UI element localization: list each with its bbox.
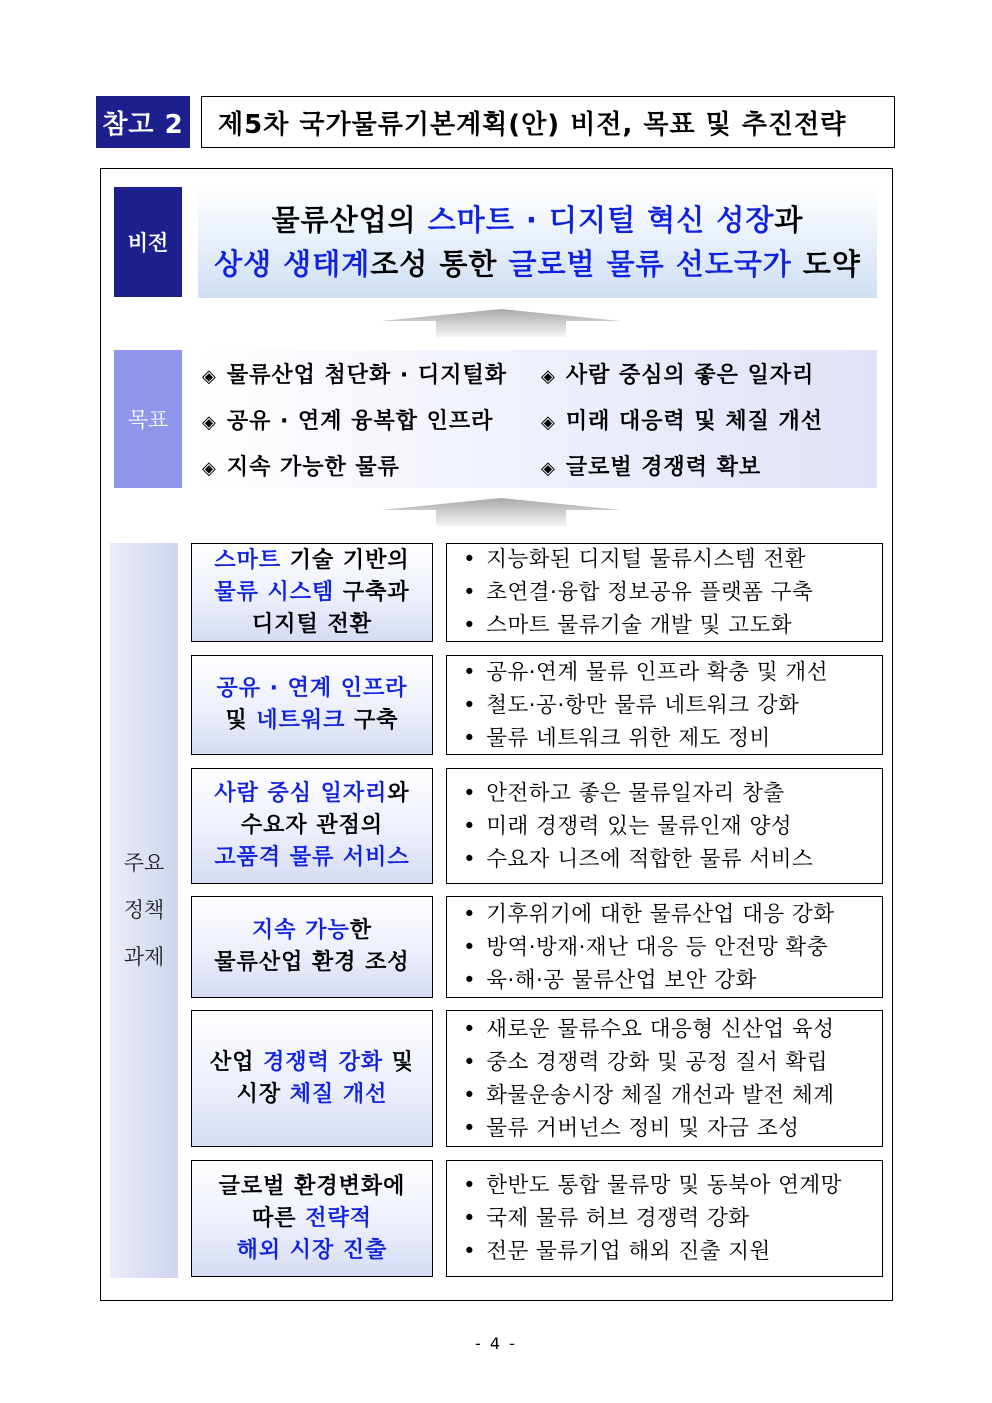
- text-segment: 미래 경쟁력 있는 물류인재 양성: [486, 813, 793, 839]
- goal-label: 목표: [114, 350, 182, 488]
- bullet-icon: •: [463, 659, 477, 685]
- text-segment: 주요: [123, 851, 165, 875]
- text-line: [252, 609, 372, 641]
- vision-text: 도약: [791, 247, 861, 281]
- bullet-icon: •: [463, 813, 477, 839]
- text-segment: 물류 시스템: [214, 579, 335, 605]
- bullet-icon: •: [463, 780, 477, 806]
- page-number: - 4 -: [475, 1334, 517, 1353]
- bullet-icon: •: [463, 692, 477, 718]
- text-line: [214, 545, 409, 577]
- text-segment: 화물운송시장 체질 개선과 발전 체계: [486, 1082, 835, 1108]
- vision-text: 물류산업의: [271, 203, 428, 237]
- goal-item: [202, 450, 400, 481]
- text-segment: 전략적: [305, 1205, 372, 1231]
- text-segment: 사람 중심의 좋은 일자리: [565, 363, 815, 388]
- text-segment: 체질 개선: [289, 1081, 388, 1107]
- vision-line-2: [214, 242, 861, 286]
- text-segment: 지능화된 디지털 물류시스템 전환: [486, 547, 806, 572]
- bullet-icon: •: [463, 967, 477, 993]
- text-line: [216, 673, 407, 705]
- detail-item: [463, 1169, 882, 1202]
- goal-list: [198, 350, 877, 488]
- bullet-icon: •: [463, 901, 477, 927]
- detail-item: [463, 964, 882, 997]
- text-segment: 방역·방재·재난 대응 등 안전망 확충: [486, 934, 828, 960]
- text-segment: 한: [349, 918, 372, 943]
- vision-statement: [198, 186, 877, 298]
- text-segment: 한반도 통합 물류망 및 동북아 연계망: [486, 1173, 842, 1198]
- text-line: [237, 1235, 388, 1267]
- bullet-icon: •: [463, 1049, 477, 1075]
- text-line: [381, 496, 621, 526]
- text-segment: 및: [383, 1049, 414, 1075]
- policy-task-details: [446, 1010, 883, 1147]
- text-segment: 국제 물류 허브 경쟁력 강화: [486, 1206, 750, 1231]
- text-segment: 구축: [345, 708, 399, 733]
- detail-item: [463, 843, 882, 876]
- detail-item: [463, 777, 882, 810]
- text-segment: 해외 시장 진출: [236, 1237, 388, 1263]
- text-line: [252, 915, 372, 947]
- diamond-bullet-icon: ◈: [541, 412, 556, 433]
- up-arrow-icon: [381, 496, 621, 522]
- bullet-icon: •: [463, 1206, 477, 1231]
- bullet-icon: •: [463, 934, 477, 960]
- text-line: [237, 1079, 388, 1111]
- detail-item: [463, 1202, 882, 1235]
- text-line: [214, 577, 409, 609]
- text-segment: 스마트: [214, 547, 282, 573]
- diamond-bullet-icon: ◈: [541, 458, 556, 479]
- text-line: [214, 778, 409, 810]
- reference-label: 참고 2: [96, 96, 190, 148]
- text-segment: 철도·공·항만 물류 네트워크 강화: [486, 692, 800, 718]
- policy-task-details: [446, 768, 883, 884]
- goal-item: [541, 450, 761, 481]
- text-segment: 네트워크: [256, 708, 346, 733]
- text-segment: 사람 중심 일자리: [214, 781, 388, 806]
- text-segment: 경쟁력 강화: [263, 1049, 384, 1075]
- text-segment: 물류 네트워크 위한 제도 정비: [486, 725, 771, 751]
- text-segment: 글로벌 환경변화에: [218, 1173, 406, 1199]
- text-line: [214, 842, 409, 874]
- detail-item: [463, 576, 882, 609]
- text-segment: 미래 대응력 및 체질 개선: [565, 409, 824, 434]
- detail-item: [463, 1013, 882, 1046]
- vision-text: 과: [774, 203, 804, 237]
- detail-item: [463, 1112, 882, 1145]
- text-segment: 물류산업 환경 조성: [214, 950, 410, 975]
- detail-item: [463, 722, 882, 755]
- goal-item: [202, 358, 507, 389]
- goal-item: [202, 404, 493, 435]
- goal-item: [541, 404, 823, 435]
- diamond-bullet-icon: ◈: [541, 366, 556, 387]
- text-segment: 디지털 전환: [252, 611, 372, 637]
- text-segment: 지속 가능: [252, 918, 350, 943]
- text-segment: 정책: [123, 898, 165, 922]
- text-segment: 수요자 니즈에 적합한 물류 서비스: [486, 846, 814, 872]
- goal-item: [541, 358, 814, 389]
- detail-item: [463, 543, 882, 576]
- policy-task-title: [191, 768, 433, 884]
- policy-task-title: [191, 1010, 433, 1147]
- vision-text-highlight: 글로벌 물류 선도국가: [508, 247, 792, 281]
- text-segment: 기술 기반의: [281, 547, 410, 573]
- text-segment: 지속 가능한 물류: [226, 455, 400, 480]
- policy-task-title: [191, 543, 433, 642]
- policy-task-details: [446, 543, 883, 642]
- policy-label: [110, 543, 178, 1278]
- vision-label: 비전: [114, 187, 182, 297]
- vision-text-highlight: 상생 생태계: [214, 247, 371, 281]
- text-segment: 산업: [209, 1049, 264, 1075]
- bullet-icon: •: [463, 1082, 477, 1108]
- text-segment: 중소 경쟁력 강화 및 공정 질서 확립: [486, 1049, 828, 1075]
- text-segment: 고품격 물류 서비스: [214, 845, 410, 870]
- policy-task-title: [191, 896, 433, 998]
- text-segment: 공유 · 연계 인프라: [216, 676, 408, 701]
- text-line: [381, 307, 621, 337]
- text-segment: 와: [387, 781, 410, 806]
- bullet-icon: •: [463, 613, 477, 638]
- detail-item: [463, 609, 882, 642]
- text-segment: 안전하고 좋은 물류일자리 창출: [486, 780, 785, 806]
- diamond-bullet-icon: ◈: [202, 412, 217, 433]
- text-segment: 물류 거버넌스 정비 및 자금 조성: [486, 1115, 800, 1141]
- bullet-icon: •: [463, 725, 477, 751]
- text-segment: 물류산업 첨단화 · 디지털화: [226, 363, 507, 388]
- bullet-icon: •: [463, 1239, 477, 1264]
- detail-item: [463, 1079, 882, 1112]
- text-segment: 공유 · 연계 융복합 인프라: [226, 409, 494, 434]
- text-segment: 구축과: [334, 579, 410, 605]
- document-title: 제5차 국가물류기본계획(안) 비전, 목표 및 추진전략: [201, 96, 895, 148]
- bullet-icon: •: [463, 1016, 477, 1042]
- detail-item: [463, 1046, 882, 1079]
- text-segment: 수요자 관점의: [240, 813, 384, 838]
- detail-item: [463, 810, 882, 843]
- text-segment: 시장: [236, 1081, 290, 1107]
- detail-item: [463, 931, 882, 964]
- policy-task-details: [446, 1160, 883, 1277]
- bullet-icon: •: [463, 580, 477, 605]
- text-segment: 따른: [252, 1205, 306, 1231]
- policy-task-title: [191, 655, 433, 755]
- text-segment: 글로벌 경쟁력 확보: [565, 455, 762, 480]
- text-segment: 과제: [123, 945, 165, 969]
- up-arrow-icon: [381, 307, 621, 333]
- diamond-bullet-icon: ◈: [202, 366, 217, 387]
- text-segment: 기후위기에 대한 물류산업 대응 강화: [486, 901, 835, 927]
- bullet-icon: •: [463, 1173, 477, 1198]
- policy-task-details: [446, 896, 883, 998]
- bullet-icon: •: [463, 547, 477, 572]
- policy-task-details: [446, 655, 883, 755]
- text-line: [241, 810, 383, 842]
- text-segment: 육·해·공 물류산업 보안 강화: [486, 967, 757, 993]
- detail-item: [463, 689, 882, 722]
- text-segment: 공유·연계 물류 인프라 확충 및 개선: [486, 659, 828, 685]
- text-line: [210, 1047, 414, 1079]
- detail-item: [463, 1235, 882, 1268]
- detail-item: [463, 898, 882, 931]
- text-segment: 초연결·융합 정보공유 플랫폼 구축: [486, 580, 814, 605]
- vision-text: 조성 통한: [370, 247, 509, 281]
- detail-item: [463, 656, 882, 689]
- text-segment: 새로운 물류수요 대응형 신산업 육성: [486, 1016, 835, 1042]
- vision-text-highlight: 스마트 · 디지털 혁신 성장: [427, 203, 775, 237]
- text-line: [252, 1203, 372, 1235]
- bullet-icon: •: [463, 1115, 477, 1141]
- text-segment: 전문 물류기업 해외 진출 지원: [486, 1239, 771, 1264]
- text-line: [225, 705, 398, 737]
- bullet-icon: •: [463, 846, 477, 872]
- text-segment: 스마트 물류기술 개발 및 고도화: [486, 613, 793, 638]
- text-line: [219, 1171, 406, 1203]
- text-segment: 및: [225, 708, 257, 733]
- policy-task-title: [191, 1160, 433, 1277]
- vision-line-1: [272, 198, 804, 242]
- diamond-bullet-icon: ◈: [202, 458, 217, 479]
- text-line: [214, 947, 409, 979]
